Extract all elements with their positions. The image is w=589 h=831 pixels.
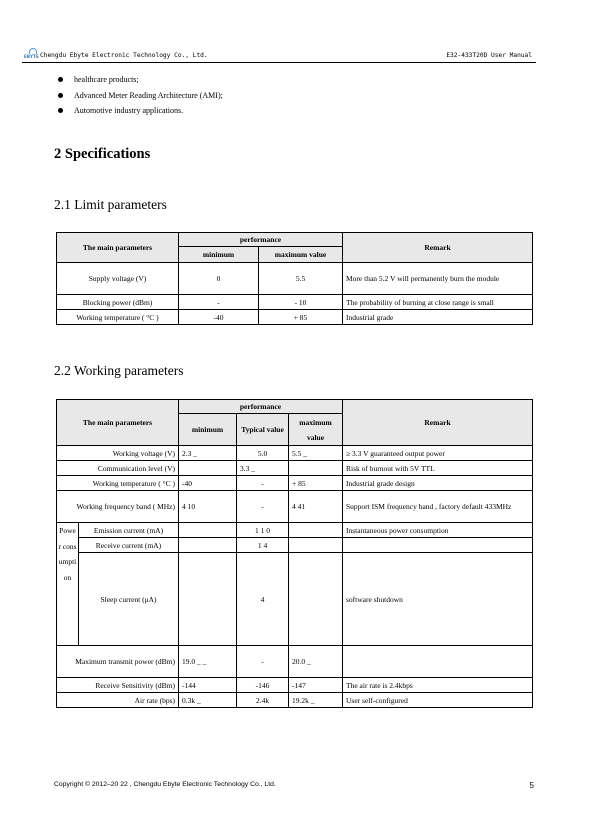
page-footer	[54, 781, 534, 788]
page-header	[22, 48, 536, 63]
table-row: Working voltage (V) 2.3 _ 5.0 5.5 _ ≥ 3.3 V guaranteed output power	[57, 446, 533, 461]
table-row: Air rate (bps) 0.3k _ 2.4k 19.2k _ User self-configured	[57, 693, 533, 708]
header-company: Chengdu Ebyte Electronic Technology Co., Ltd.	[40, 52, 208, 59]
table-row: Working frequency band ( MHz) 4 10 - 4 41 Support ISM frequency band , factory default 433MHz	[57, 491, 533, 523]
list-item: Automotive industry applications.	[58, 106, 223, 122]
copyright-text: Copyright © 2012–20 22 , Chengdu Ebyte Electronic Technology Co., Ltd.	[54, 781, 276, 788]
col-header-remark: Remark	[343, 233, 533, 263]
table-row: Blocking power (dBm) - - 10 The probability of burning at close range is small	[57, 295, 533, 310]
table-row: Supply voltage (V) 0 5.5 More than 5.2 V will permanently burn the module	[57, 263, 533, 295]
col-header-max: maximum value	[259, 247, 343, 263]
table-row: Receive current (mA) 1 4	[57, 538, 533, 553]
table-row: Working temperature ( °C ) -40 + 85 Industrial grade	[57, 310, 533, 325]
col-header-param: The main parameters	[57, 400, 179, 446]
working-params-table	[56, 399, 533, 708]
table-row: Communication level (V) 3.3 _ Risk of burnout with 5V TTL	[57, 461, 533, 476]
limit-params-table	[56, 232, 533, 325]
col-header-param: The main parameters	[57, 233, 179, 263]
col-header-performance: performance	[179, 233, 343, 247]
table-row: Maximum transmit power (dBm) 19.0 _ _ - 20.0 _	[57, 646, 533, 678]
col-header-remark: Remark	[343, 400, 533, 446]
page-number: 5	[529, 781, 534, 790]
col-header-max: maximum value	[289, 414, 343, 446]
limit-params-title: 2.1 Limit parameters	[54, 197, 167, 212]
list-item: healthcare products;	[58, 75, 223, 91]
col-header-performance: performance	[179, 400, 343, 414]
working-params-title: 2.2 Working parameters	[54, 363, 184, 378]
table-row: Working temperature ( °C ) -40 - + 85 Industrial grade design	[57, 476, 533, 491]
table-row: Sleep current (μA) 4 software shutdown	[57, 553, 533, 646]
section-title: 2 Specifications	[54, 146, 151, 162]
table-row: Receive Sensitivity (dBm) -144 -146 -147 The air rate is 2.4kbps	[57, 678, 533, 693]
bullet-list	[58, 75, 223, 122]
col-header-min: minimum	[179, 247, 259, 263]
col-header-min: minimum	[179, 414, 237, 446]
ebyte-logo-icon: EBYTE	[24, 48, 40, 60]
list-item: Advanced Meter Reading Architecture (AMI);	[58, 91, 223, 107]
col-header-typical: Typical value	[237, 414, 289, 446]
power-consumption-label: Power consumption	[57, 523, 79, 646]
header-manual-title: E32-433T20D User Manual	[446, 52, 532, 59]
table-row: Power consumption Emission current (mA) 1 1 0 Instantaneous power consumption	[57, 523, 533, 538]
